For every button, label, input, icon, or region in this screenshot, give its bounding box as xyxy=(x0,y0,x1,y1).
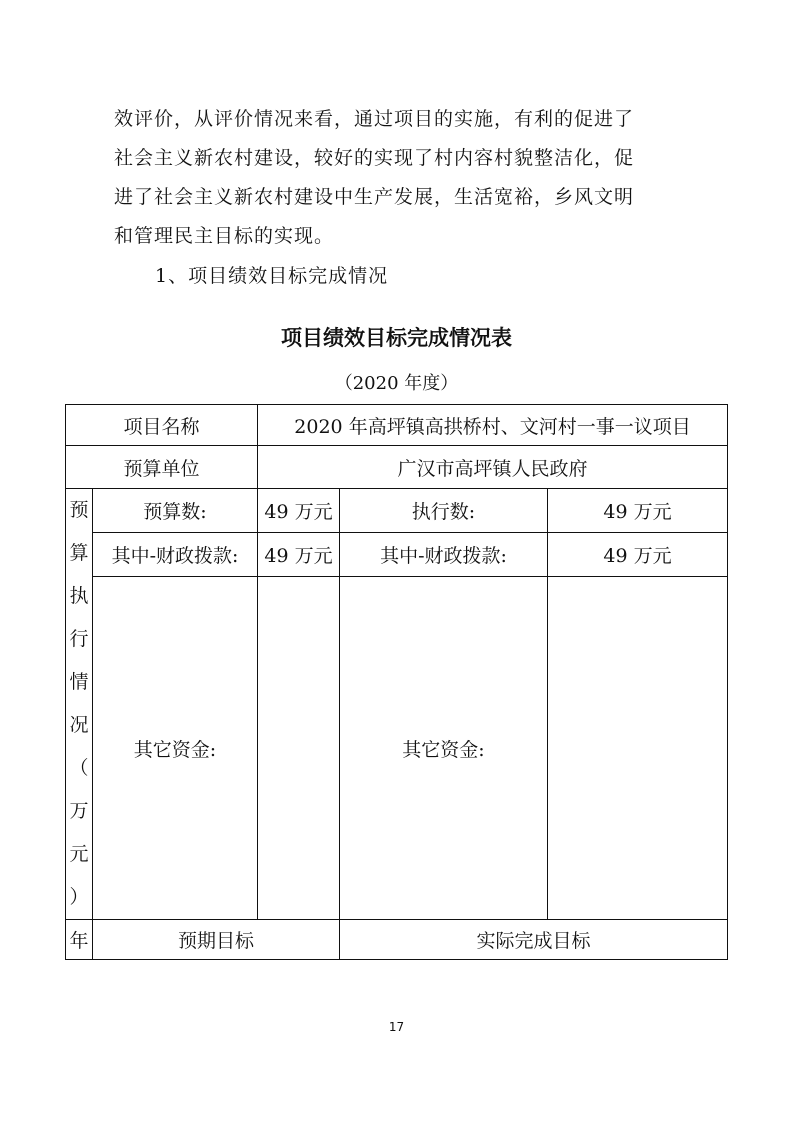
fiscal-value-right: 49 万元 xyxy=(548,533,728,577)
expected-goal-label: 预期目标 xyxy=(93,920,340,960)
body-line: 和管理民主目标的实现。 xyxy=(114,225,335,247)
body-line: 进了社会主义新农村建设中生产发展，生活宽裕，乡风文明 xyxy=(114,186,635,208)
goals-header-row xyxy=(66,920,728,960)
fiscal-allocation-row xyxy=(66,533,728,577)
year-side-label: 年 xyxy=(66,920,93,960)
budget-unit-label: 预算单位 xyxy=(66,446,258,489)
side-label-char: 执 xyxy=(69,585,89,607)
budget-unit-row xyxy=(66,446,728,489)
executed-label: 执行数: xyxy=(340,489,548,533)
budget-amount-value: 49 万元 xyxy=(258,489,340,533)
side-label-char: 万 xyxy=(69,800,89,822)
side-label-char: 况 xyxy=(69,714,89,736)
other-funds-value-left xyxy=(258,577,340,920)
budget-execution-side-label xyxy=(66,489,93,920)
section-heading: 1、项目绩效目标完成情况 xyxy=(155,265,389,287)
other-funds-row xyxy=(66,577,728,920)
other-funds-label-left: 其它资金: xyxy=(93,577,258,920)
fiscal-label-right: 其中-财政拨款: xyxy=(340,533,548,577)
side-label-char: 情 xyxy=(69,671,89,693)
body-line: 社会主义新农村建设，较好的实现了村内容村貌整洁化，促 xyxy=(114,147,635,169)
project-name-row xyxy=(66,405,728,446)
budget-amount-row xyxy=(66,489,728,533)
actual-goal-label: 实际完成目标 xyxy=(340,920,728,960)
executed-value: 49 万元 xyxy=(548,489,728,533)
table-title: 项目绩效目标完成情况表 xyxy=(281,326,512,350)
budget-amount-label: 预算数: xyxy=(93,489,258,533)
side-label-char: 元 xyxy=(69,843,89,865)
fiscal-label-left: 其中-财政拨款: xyxy=(93,533,258,577)
body-line: 效评价，从评价情况来看，通过项目的实施，有利的促进了 xyxy=(114,108,635,130)
side-label-char: ） xyxy=(69,886,89,908)
budget-unit-value: 广汉市高坪镇人民政府 xyxy=(258,446,728,489)
table-year: （2020 年度） xyxy=(334,373,459,394)
side-label-char: 算 xyxy=(69,542,89,564)
page-number: 17 xyxy=(388,1020,405,1034)
fiscal-value-left: 49 万元 xyxy=(258,533,340,577)
other-funds-label-right: 其它资金: xyxy=(340,577,548,920)
performance-table xyxy=(65,404,728,960)
side-label-char: 预 xyxy=(69,499,89,521)
project-name-value: 2020 年高坪镇高拱桥村、文河村一事一议项目 xyxy=(258,405,728,446)
side-label-char: （ xyxy=(69,757,89,779)
side-label-char: 行 xyxy=(69,628,89,650)
other-funds-value-right xyxy=(548,577,728,920)
project-name-label: 项目名称 xyxy=(66,405,258,446)
